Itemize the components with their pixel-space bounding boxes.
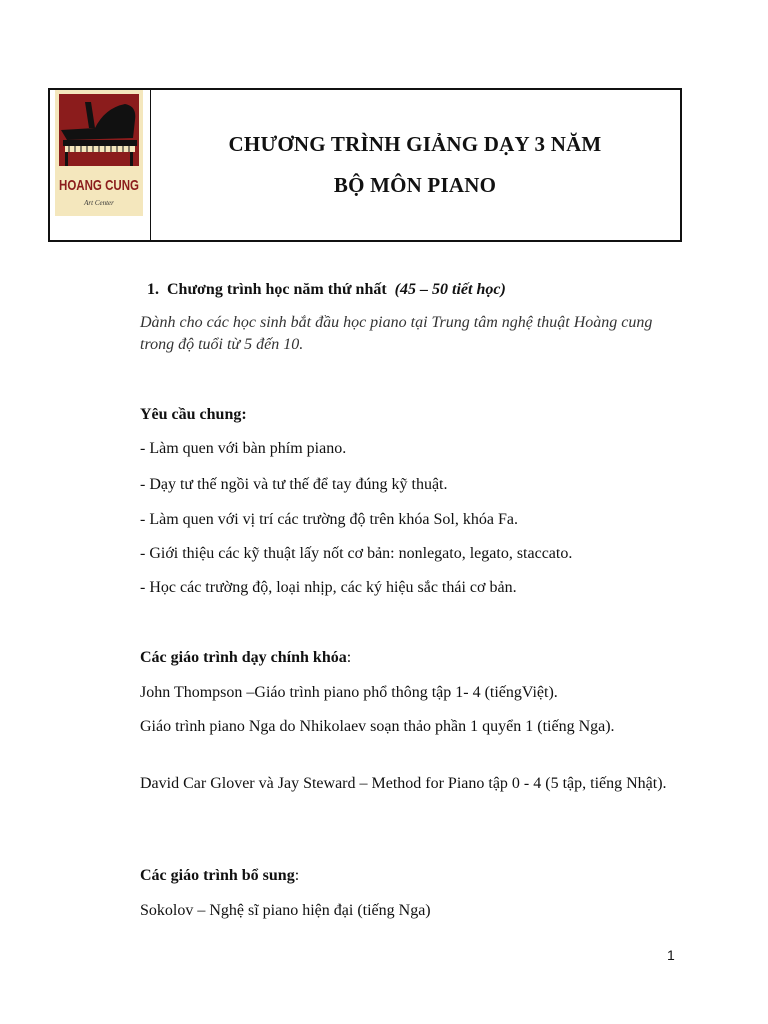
section-number: 1. bbox=[147, 281, 159, 298]
svg-text:HOANG CUNG: HOANG CUNG bbox=[59, 177, 139, 194]
page-title: CHƯƠNG TRÌNH GIẢNG DẠY 3 NĂM bbox=[228, 132, 602, 156]
page-number: 1 bbox=[667, 947, 675, 963]
curriculum-item: David Car Glover và Jay Steward – Method for Piano tập 0 - 4 (5 tập, tiếng Nhật). bbox=[140, 775, 667, 792]
list-item: - Giới thiệu các kỹ thuật lấy nốt cơ bản: nonlegato, legato, staccato. bbox=[140, 545, 573, 562]
svg-text:Art Center: Art Center bbox=[84, 199, 114, 207]
main-curriculum-heading: Các giáo trình dạy chính khóa: bbox=[140, 649, 352, 666]
supplementary-item: Sokolov – Nghệ sĩ piano hiện đại (tiếng Nga) bbox=[140, 902, 431, 919]
logo-cell bbox=[50, 90, 151, 240]
grand-piano-icon bbox=[55, 90, 143, 216]
section-intro: Dành cho các học sinh bắt đầu học piano tại Trung tâm nghệ thuật Hoàng cung trong độ tuổi từ 5 đến 10. bbox=[140, 314, 653, 353]
list-item: - Học các trường độ, loại nhịp, các ký hiệu sắc thái cơ bản. bbox=[140, 579, 517, 596]
supplementary-heading: Các giáo trình bổ sung: bbox=[140, 867, 300, 884]
section-1-heading bbox=[147, 279, 682, 301]
curriculum-item: John Thompson –Giáo trình piano phổ thông tập 1- 4 (tiếngViệt). bbox=[140, 684, 558, 701]
header-box bbox=[48, 88, 682, 242]
requirements-heading: Yêu cầu chung: bbox=[140, 406, 247, 423]
curriculum-item: Giáo trình piano Nga do Nhikolaev soạn thảo phần 1 quyển 1 (tiếng Nga). bbox=[140, 718, 615, 735]
list-item: - Làm quen với bàn phím piano. bbox=[140, 440, 347, 457]
hoang-cung-logo bbox=[55, 90, 143, 216]
list-item: - Dạy tư thế ngồi và tư thế để tay đúng kỹ thuật. bbox=[140, 476, 448, 493]
list-item: - Làm quen với vị trí các trường độ trên khóa Sol, khóa Fa. bbox=[140, 511, 518, 528]
section-title: Chương trình học năm thứ nhất bbox=[167, 281, 387, 298]
page-subtitle: BỘ MÔN PIANO bbox=[333, 173, 497, 197]
section-lesson-count: (45 – 50 tiết học) bbox=[394, 281, 506, 298]
